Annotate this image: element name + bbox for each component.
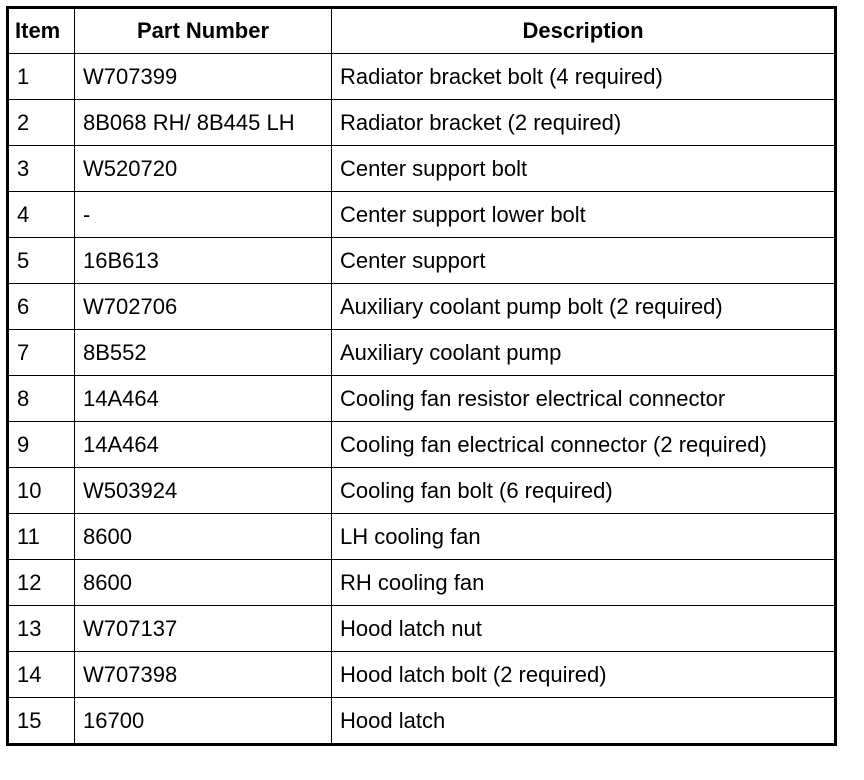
table-row	[8, 560, 836, 606]
cell-item: 6	[8, 284, 75, 330]
table-row	[8, 468, 836, 514]
cell-item: 11	[8, 514, 75, 560]
cell-part-number: 8600	[75, 514, 332, 560]
cell-part-number: W702706	[75, 284, 332, 330]
header-item: Item	[8, 8, 75, 54]
cell-description: Center support bolt	[332, 146, 836, 192]
cell-part-number: 14A464	[75, 376, 332, 422]
table-row	[8, 652, 836, 698]
table-row	[8, 146, 836, 192]
header-description: Description	[332, 8, 836, 54]
cell-item: 14	[8, 652, 75, 698]
header-part-number: Part Number	[75, 8, 332, 54]
cell-part-number: 16700	[75, 698, 332, 745]
cell-description: Hood latch nut	[332, 606, 836, 652]
cell-description: Hood latch bolt (2 required)	[332, 652, 836, 698]
cell-item: 4	[8, 192, 75, 238]
table-row	[8, 238, 836, 284]
cell-part-number: W707399	[75, 54, 332, 100]
cell-item: 10	[8, 468, 75, 514]
cell-part-number: W503924	[75, 468, 332, 514]
cell-item: 12	[8, 560, 75, 606]
table-row	[8, 376, 836, 422]
cell-item: 9	[8, 422, 75, 468]
cell-description: Center support	[332, 238, 836, 284]
parts-table	[6, 6, 837, 746]
table-row	[8, 606, 836, 652]
table-row	[8, 284, 836, 330]
table-row	[8, 514, 836, 560]
cell-description: Auxiliary coolant pump bolt (2 required)	[332, 284, 836, 330]
cell-part-number: W520720	[75, 146, 332, 192]
cell-item: 15	[8, 698, 75, 745]
cell-description: Center support lower bolt	[332, 192, 836, 238]
cell-item: 1	[8, 54, 75, 100]
table-row	[8, 698, 836, 745]
cell-part-number: 8600	[75, 560, 332, 606]
cell-item: 13	[8, 606, 75, 652]
cell-part-number: -	[75, 192, 332, 238]
header-row	[8, 8, 836, 54]
cell-item: 7	[8, 330, 75, 376]
cell-description: Hood latch	[332, 698, 836, 745]
table-row	[8, 100, 836, 146]
table-body	[8, 54, 836, 745]
cell-description: Cooling fan electrical connector (2 required)	[332, 422, 836, 468]
cell-part-number: W707137	[75, 606, 332, 652]
table-header	[8, 8, 836, 54]
cell-description: Cooling fan bolt (6 required)	[332, 468, 836, 514]
cell-description: Radiator bracket (2 required)	[332, 100, 836, 146]
table-row	[8, 54, 836, 100]
cell-description: Cooling fan resistor electrical connector	[332, 376, 836, 422]
cell-part-number: 8B068 RH/ 8B445 LH	[75, 100, 332, 146]
cell-description: Radiator bracket bolt (4 required)	[332, 54, 836, 100]
table-row	[8, 330, 836, 376]
cell-description: RH cooling fan	[332, 560, 836, 606]
table-row	[8, 192, 836, 238]
cell-part-number: 16B613	[75, 238, 332, 284]
cell-item: 5	[8, 238, 75, 284]
cell-item: 2	[8, 100, 75, 146]
cell-item: 8	[8, 376, 75, 422]
cell-item: 3	[8, 146, 75, 192]
cell-description: LH cooling fan	[332, 514, 836, 560]
cell-part-number: 14A464	[75, 422, 332, 468]
table-row	[8, 422, 836, 468]
cell-part-number: 8B552	[75, 330, 332, 376]
cell-description: Auxiliary coolant pump	[332, 330, 836, 376]
cell-part-number: W707398	[75, 652, 332, 698]
